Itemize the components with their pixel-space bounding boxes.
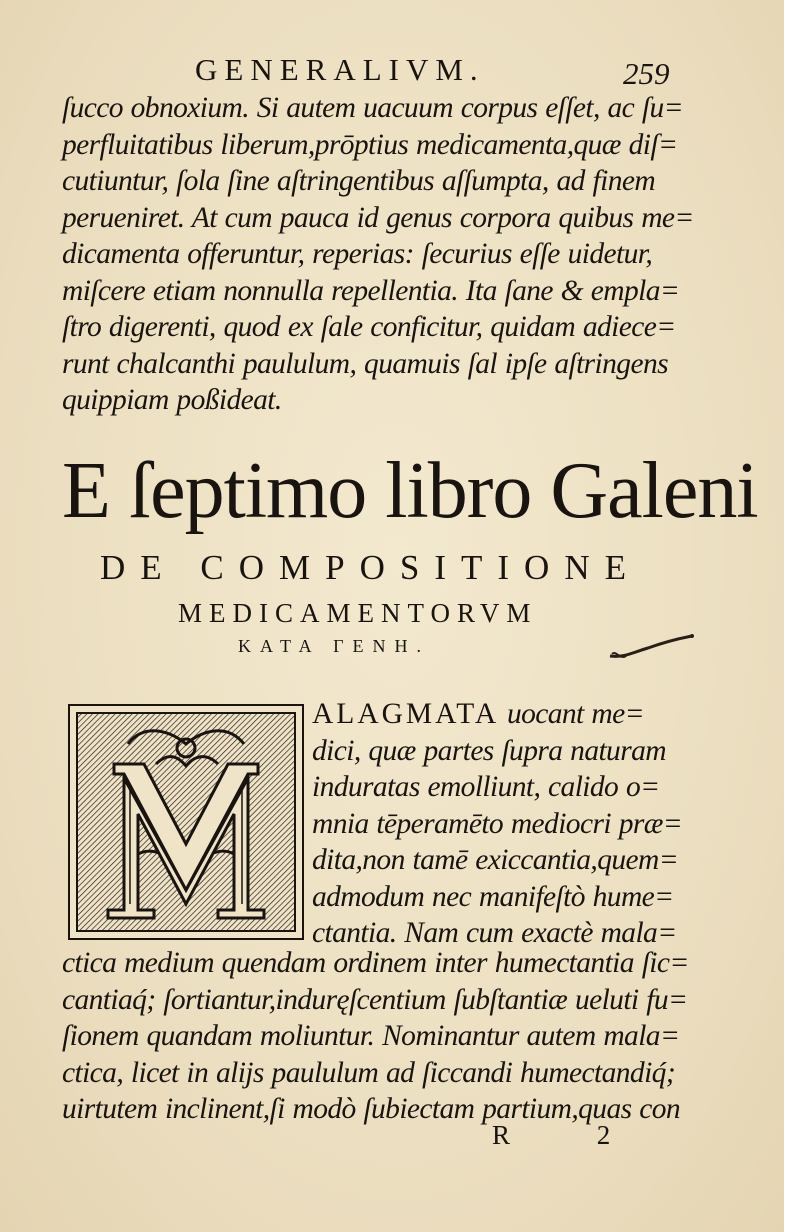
text-line: ctica, licet in alijs paululum ad ſiccandi humectandiq́; bbox=[62, 1056, 676, 1089]
text-line: quippiam poßideat. bbox=[62, 384, 282, 416]
signature-mark: R 2 bbox=[492, 1120, 651, 1150]
text-line: ſionem quandam moliuntur. Nominantur autem mala= bbox=[62, 1020, 680, 1052]
running-title: GENERALIVM. bbox=[195, 52, 485, 87]
text-line: cantiaq́; ſortiantur,induręſcentium ſubſtantiæ ueluti fu= bbox=[62, 983, 688, 1016]
text-line: admodum nec manifeſtò hume= bbox=[312, 880, 674, 913]
section-subtitle: DE COMPOSITIONE bbox=[100, 548, 641, 587]
text-line bbox=[312, 696, 672, 733]
text-line: induratas emolliunt, calido o= bbox=[312, 771, 660, 803]
text-line: mnia tēperamēto mediocri præ= bbox=[312, 807, 683, 840]
section-subtitle-2: MEDICAMENTORVM bbox=[178, 598, 538, 628]
text-line: ſucco obnoxium. Si autem uacuum corpus eſſet, ac ſu= bbox=[62, 92, 683, 124]
text-line: uirtutem inclinent,ſi modò ſubiectam partium,quas con bbox=[62, 1093, 681, 1125]
decorated-initial-m-icon bbox=[68, 704, 304, 940]
text-line: perfluitatibus liberum,prōptius medicamenta,quæ diſ= bbox=[62, 128, 678, 161]
section-greek-subtitle: ΚΑΤΑ ΓΕΝΗ. bbox=[238, 636, 430, 656]
page-number: 259 bbox=[623, 56, 670, 91]
text-line: ctica medium quendam ordinem inter humectantia ſic= bbox=[62, 947, 689, 979]
first-word: ALAGMATA bbox=[312, 698, 500, 730]
text-line: perueniret. At cum pauca id genus corpora quibus me= bbox=[62, 201, 694, 234]
section-title: E ſeptimo libro Galeni bbox=[62, 447, 758, 535]
flourish-ornament-icon bbox=[604, 630, 704, 664]
text-line: cutiuntur, ſola ſine aſtringentibus aſſumpta, ad finem bbox=[62, 165, 656, 197]
text-line: ſtro digerenti, quod ex ſale conficitur, quidam adiece= bbox=[62, 311, 676, 343]
page-edge bbox=[784, 0, 792, 1232]
text-line: dita,non tamē exiccantia,quem= bbox=[312, 844, 679, 876]
text-line: dicamenta offeruntur, reperias: ſecurius eſſe uidetur, bbox=[62, 238, 653, 270]
text-line: miſcere etiam nonnulla repellentia. Ita ſane & empla= bbox=[62, 274, 680, 307]
text-line: ctantia. Nam cum exactè mala= bbox=[312, 917, 677, 949]
first-line-rest: uocant me= bbox=[499, 698, 644, 730]
text-line: dici, quæ partes ſupra naturam bbox=[312, 734, 666, 767]
paragraph-bottom-indented bbox=[312, 696, 683, 952]
paragraph-bottom-full bbox=[62, 945, 689, 1128]
text-line: runt chalcanthi paululum, quamuis ſal ipſe aſtringens bbox=[62, 347, 668, 380]
paragraph-top bbox=[62, 90, 694, 419]
